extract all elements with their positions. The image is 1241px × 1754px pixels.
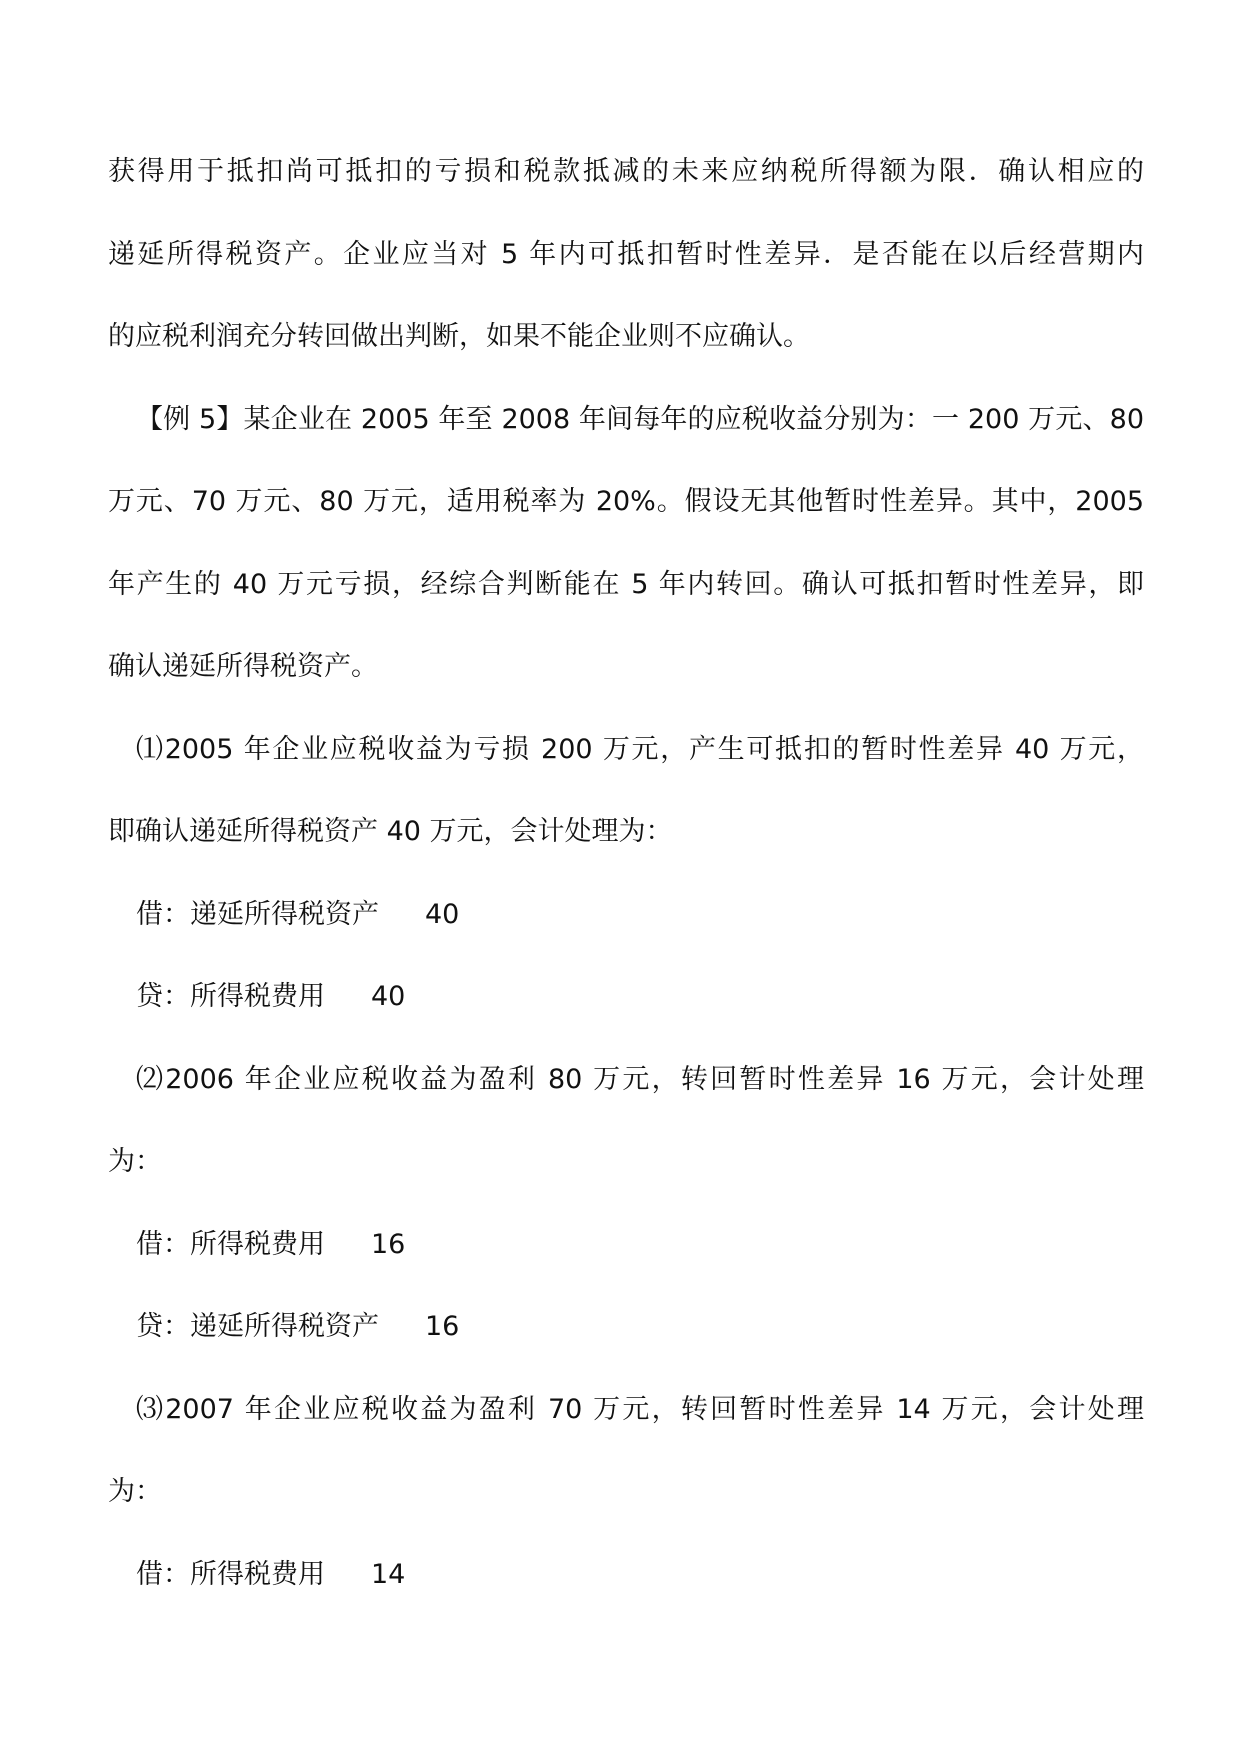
journal-entry-debit	[108, 1557, 1144, 1593]
entry-account: 借：所得税费用	[136, 1558, 325, 1590]
step-line: 为：	[108, 1146, 162, 1177]
journal-entry-credit	[108, 979, 1144, 1015]
journal-entry-debit	[108, 897, 1144, 933]
entry-amount: 40	[371, 981, 406, 1012]
entry-account: 贷：所得税费用	[136, 981, 325, 1012]
step-line: ⑶2007 年企业应税收益为盈利 70 万元，转回暂时性差异 14 万元，会计处理	[136, 1393, 1144, 1425]
paragraph-line: 获得用于抵扣尚可抵扣的亏损和税款抵减的未来应纳税所得额为限．确认相应的	[108, 156, 1144, 187]
paragraph-line: 递延所得税资产。企业应当对 5 年内可抵扣暂时性差异．是否能在以后经营期内	[108, 238, 1144, 270]
example-line: 年产生的 40 万元亏损，经综合判断能在 5 年内转回。确认可抵扣暂时性差异，即	[108, 568, 1144, 600]
entry-amount: 16	[425, 1311, 460, 1342]
journal-entry-credit	[108, 1309, 1144, 1345]
entry-amount: 14	[371, 1558, 406, 1590]
journal-entry-debit	[108, 1227, 1144, 1263]
step-line: ⑵2006 年企业应税收益为盈利 80 万元，转回暂时性差异 16 万元，会计处理	[136, 1063, 1144, 1095]
entry-amount: 16	[371, 1228, 406, 1260]
example-line: 万元、70 万元、80 万元，适用税率为 20%。假设无其他暂时性差异。其中，2005	[108, 486, 1144, 517]
document-page	[108, 154, 1144, 1639]
paragraph-line: 的应税利润充分转回做出判断，如果不能企业则不应确认。	[108, 321, 810, 352]
entry-account: 借：所得税费用	[136, 1228, 325, 1260]
step-line: 为：	[108, 1476, 162, 1507]
example-line: 确认递延所得税资产。	[108, 651, 378, 682]
step-line: ⑴2005 年企业应税收益为亏损 200 万元，产生可抵扣的暂时性差异 40 万元，	[136, 733, 1144, 765]
entry-account: 借：递延所得税资产	[136, 898, 379, 930]
entry-amount: 40	[425, 898, 460, 930]
example-line: 【例 5】某企业在 2005 年至 2008 年间每年的应税收益分别为：一 200 万元、80	[136, 403, 1144, 435]
entry-account: 贷：递延所得税资产	[136, 1311, 379, 1342]
step-line: 即确认递延所得税资产 40 万元，会计处理为：	[108, 816, 673, 847]
